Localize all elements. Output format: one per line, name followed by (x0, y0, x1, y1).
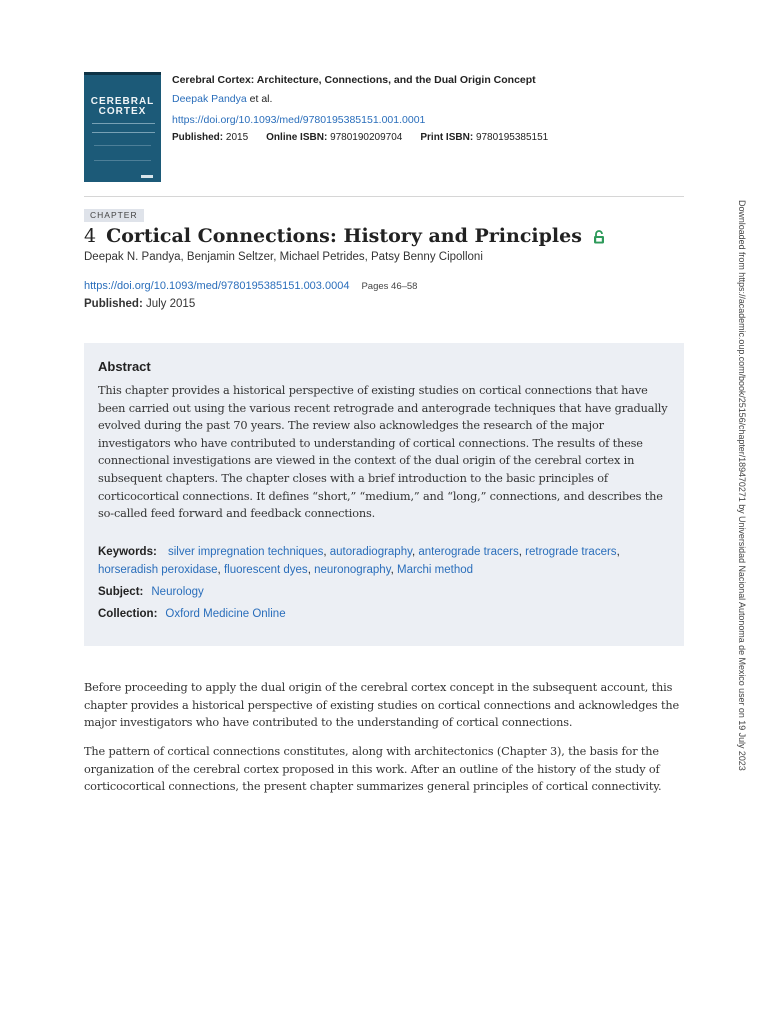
book-info (172, 72, 682, 143)
subject-link[interactable]: Neurology (151, 585, 204, 598)
book-print-isbn-value: 9780195385151 (475, 132, 549, 143)
cover-title (84, 97, 161, 117)
book-header (84, 72, 684, 184)
chapter-published (84, 298, 195, 310)
chapter-doi-link[interactable]: https://doi.org/10.1093/med/9780195385151.003.0004 (84, 280, 350, 292)
download-watermark (737, 200, 749, 830)
book-meta (172, 132, 682, 143)
cover-title-line1: CEREBRAL (90, 96, 155, 107)
keyword-link[interactable]: retrograde tracers (525, 545, 617, 558)
keyword-link[interactable]: Marchi method (396, 563, 474, 576)
collection-link[interactable]: Oxford Medicine Online (165, 607, 286, 620)
cover-decoration (94, 145, 151, 161)
chapter-authors: Deepak N. Pandya, Benjamin Seltzer, Michael Petrides, Patsy Benny Cipolloni (84, 251, 483, 263)
cover-publisher-mark (141, 175, 153, 178)
abstract-box (84, 343, 684, 646)
keyword-link[interactable]: silver impregnation techniques (168, 545, 324, 558)
book-online-isbn-value: 9780190209704 (330, 132, 403, 143)
book-doi-link[interactable]: https://doi.org/10.1093/med/9780195385151.001.0001 (172, 114, 426, 126)
book-print-isbn-label: Print ISBN: (420, 132, 474, 143)
book-title[interactable]: Cerebral Cortex: Architecture, Connections, and the Dual Origin Concept (172, 74, 536, 86)
abstract-text: This chapter provides a historical perspective of existing studies on cortical connections that have been carried out using the various recent retrograde and anterograde techniques that have gradually evolved during the past 70 years. The review also acknowledges the research of the major investigators who have contributed to understanding of cortical connections. The results of these connectional investigations are viewed in the context of the dual origin of the cerebral cortex in subsequent chapters. The chapter closes with a brief introduction to the basic principles of corticocortical connections. It defines “short,” “medium,” and “long,” connections, and describes the so-called feed forward and feedback connections. (98, 384, 668, 521)
cover-title-line2: CORTEX (98, 106, 147, 117)
keyword-link[interactable]: autoradiography (329, 545, 412, 558)
collection-row (98, 605, 670, 623)
abstract-heading: Abstract (98, 359, 151, 374)
keyword-link[interactable]: fluorescent dyes (223, 563, 308, 576)
book-author-suffix: et al. (246, 93, 273, 105)
book-cover-image[interactable] (84, 72, 161, 182)
book-online-isbn (266, 132, 402, 143)
chapter-number: 4 (84, 225, 97, 247)
chapter-pages: Pages 46–58 (361, 281, 418, 292)
chapter-tag: CHAPTER (84, 209, 144, 222)
header-divider (84, 196, 684, 197)
chapter-published-value: July 2015 (145, 298, 196, 310)
book-print-isbn (420, 132, 548, 143)
chapter-published-label: Published: (84, 298, 143, 310)
cover-decoration (92, 123, 155, 133)
collection-label: Collection: (98, 607, 158, 620)
keyword-link[interactable]: anterograde tracers (418, 545, 519, 558)
body-paragraph-1: Before proceeding to apply the dual origin of the cerebral cortex concept in the subsequent account, this chapter provides a historical perspective of existing studies on cortical connections and acknowledges the major investigators who have contributed to the understanding of cortical connections. (84, 681, 679, 730)
keywords-row: Keywords: silver impregnation techniques, autoradiography, anterograde tracers, retrograde tracers, horseradish peroxidase, fluorescent dyes, neuronography, Marchi method (98, 545, 620, 576)
book-published (172, 132, 248, 143)
book-published-label: Published: (172, 132, 224, 143)
keyword-link[interactable]: horseradish peroxidase (98, 563, 218, 576)
book-doi (172, 114, 682, 126)
chapter-doi-row (84, 280, 417, 292)
download-watermark-text: Downloaded from https://academic.oup.com/book/25156/chapter/189470271 by Universidad Nacional Autonoma de Mexico user on 19 July 2023 (737, 200, 747, 771)
keywords-label: Keywords: (98, 545, 157, 558)
keyword-link[interactable]: neuronography (314, 563, 391, 576)
book-online-isbn-label: Online ISBN: (266, 132, 328, 143)
book-published-value: 2015 (225, 132, 249, 143)
chapter-title-text: Cortical Connections: History and Principles (106, 225, 582, 247)
chapter-title (84, 225, 684, 247)
book-authors (172, 93, 682, 105)
body-paragraph-2: The pattern of cortical connections constitutes, along with architectonics (Chapter 3), the basis for the organization of the cerebral cortex proposed in this work. After an outline of the history of the study of corticocortical connections, the present chapter summarizes general principles of cortical connectivity. (84, 745, 662, 794)
subject-label: Subject: (98, 585, 144, 598)
subject-row (98, 583, 670, 601)
book-author-link[interactable]: Deepak Pandya (172, 93, 247, 105)
lock-open-icon (593, 230, 605, 244)
